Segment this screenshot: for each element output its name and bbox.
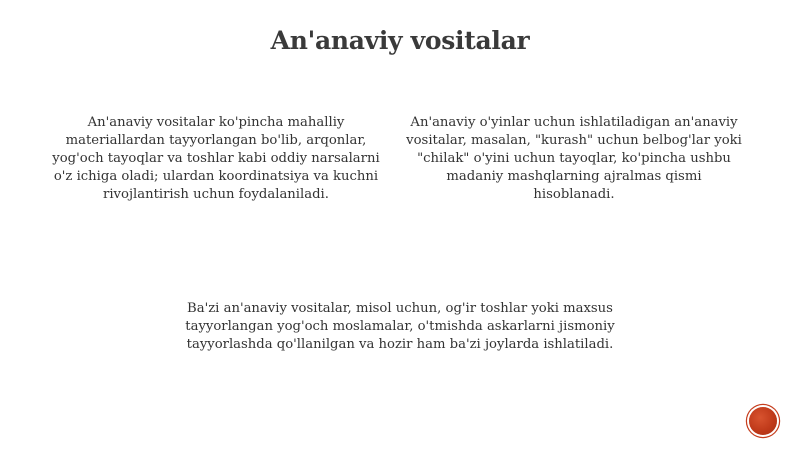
slide-nav-button[interactable] [749, 407, 777, 435]
slide-title: An'anaviy vositalar [270, 26, 530, 55]
paragraph-training: Ba'zi an'anaviy vositalar, misol uchun, og'ir toshlar yoki maxsus tayyorlangan yog'och moslamalar, o'tmishda askarlarni jismoniy tayyorlashda qo'llanilgan va hozir ham ba'zi joylarda ishlatiladi. [185, 301, 615, 352]
paragraph-games: An'anaviy o'yinlar uchun ishlatiladigan an'anaviy vositalar, masalan, "kurash" uchun belbog'lar yoki "chilak" o'yini uchun tayoqlar, ko'pincha ushbu madaniy mashqlarning ajralmas qismi hisoblanadi. [406, 115, 742, 202]
paragraph-materials: An'anaviy vositalar ko'pincha mahalliy materiallardan tayyorlangan bo'lib, arqonlar, yog'och tayoqlar va toshlar kabi oddiy narsalarni o'z ichiga oladi; ulardan koordinatsiya va kuchni rivojlantirish uchun foydalaniladi. [52, 115, 380, 202]
